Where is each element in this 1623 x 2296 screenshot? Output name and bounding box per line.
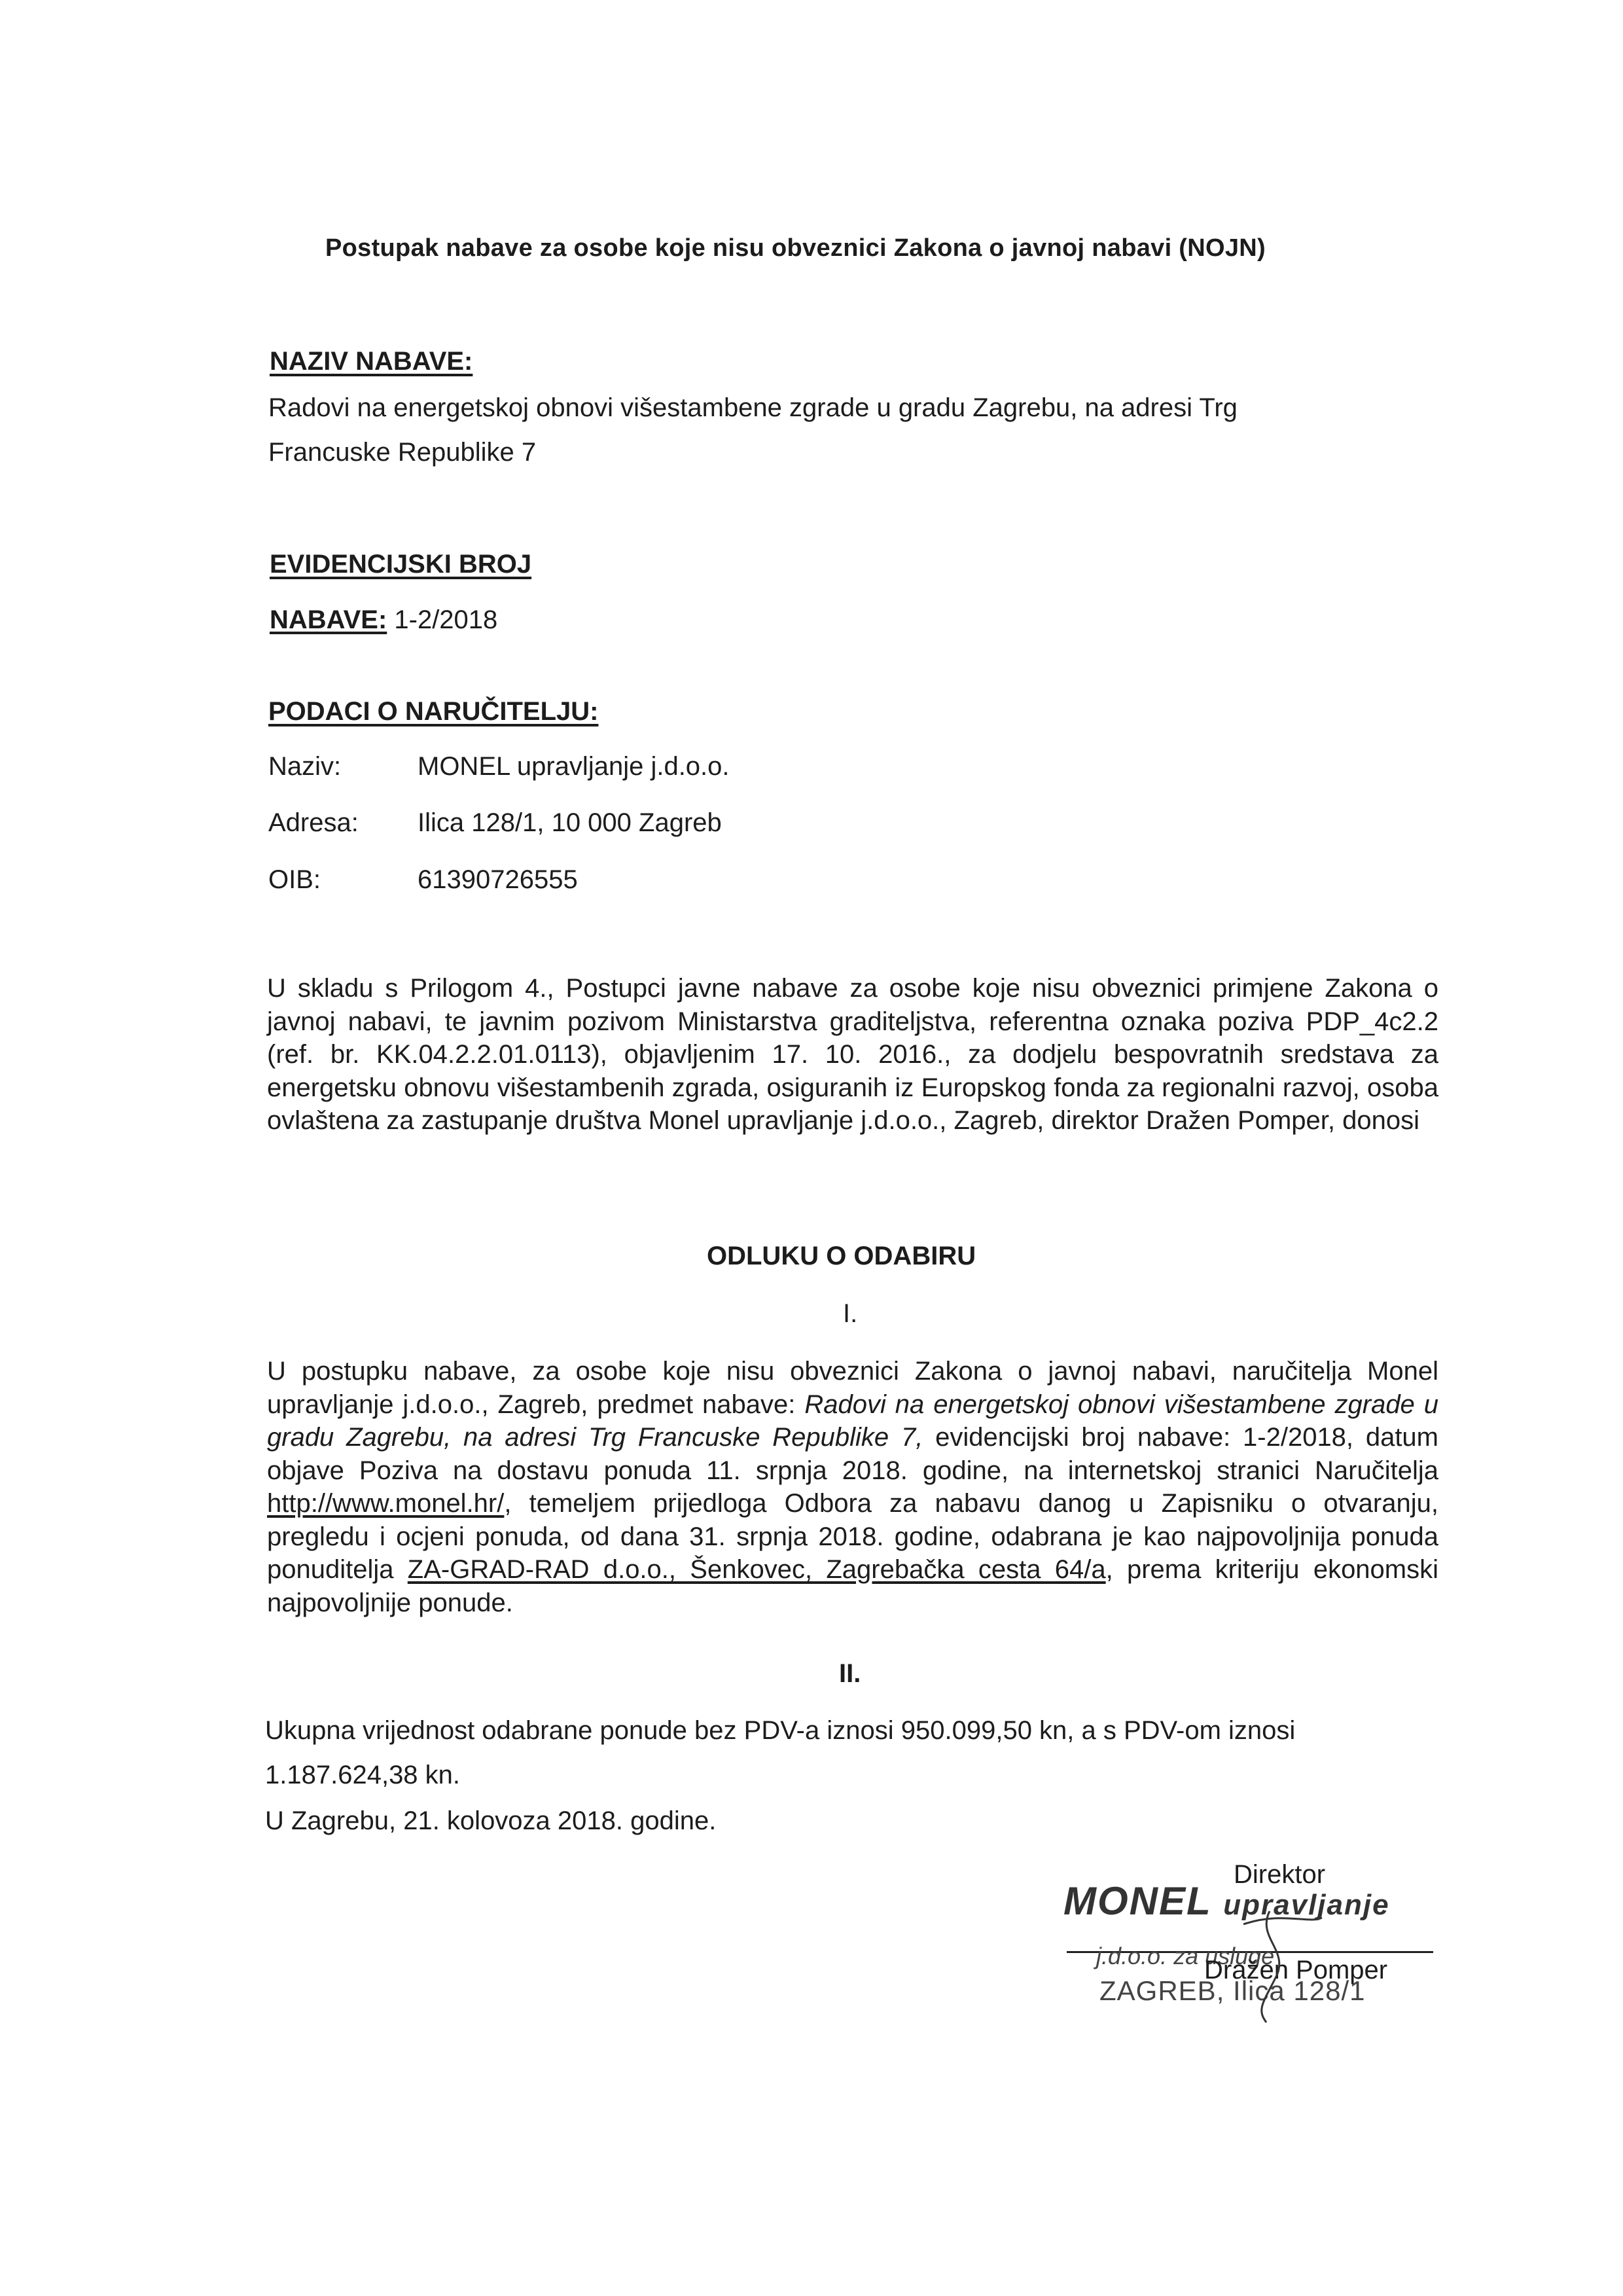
authority-oib-value: 61390726555 [418, 865, 578, 894]
authority-website-link[interactable]: http://www.monel.hr/ [267, 1489, 505, 1518]
stamp-line-3: ZAGREB, Ilica 128/1 [1099, 1975, 1366, 2006]
signatory-role: Direktor [1234, 1860, 1326, 1889]
offer-value-line1: Ukupna vrijednost odabrane ponude bez PDV-a iznosi 950.099,50 kn, a s PDV-om iznosi [265, 1716, 1296, 1745]
registry-number-row [270, 605, 497, 635]
company-stamp [1063, 1878, 1390, 1924]
section-1-text-d: , prema kriteriju ekonomski najpovoljnije ponude. [267, 1555, 1439, 1617]
authority-oib-label: OIB: [268, 865, 321, 894]
signatory-name: Dražen Pomper [1204, 1956, 1388, 1984]
procurement-subject: Radovi na energetskoj obnovi višestambene zgrade u gradu Zagrebu, na adresi Trg Francuske Republike 7, [267, 1390, 1438, 1452]
contracting-authority-heading: PODACI O NARUČITELJU: [268, 697, 599, 726]
section-1-text-b: evidencijski broj nabave: 1-2/2018, datum objave Poziva na dostavu ponuda 11. srpnja 2018. godine, na internetskoj stranici Naručitelja [267, 1423, 1438, 1485]
authority-name-label: Naziv: [268, 752, 342, 781]
handwritten-signature [1230, 1898, 1335, 2029]
authority-name-value: MONEL upravljanje j.d.o.o. [418, 752, 730, 781]
section-1-text-c: , temeljem prijedloga Odbora za nabavu danog u Zapisniku o otvaranju, pregledu i ocjeni ponuda, od dana 31. srpnja 2018. godine, odabrana je kao najpovoljnija ponuda ponuditelja [267, 1489, 1438, 1584]
stamp-word: upravljanje [1223, 1889, 1390, 1921]
registry-number-label: NABAVE: [270, 605, 387, 634]
procurement-name-line2: Francuske Republike 7 [268, 438, 537, 467]
authority-address-label: Adresa: [268, 808, 359, 837]
procurement-name-heading: NAZIV NABAVE: [270, 347, 473, 376]
section-1-numeral: I. [843, 1299, 858, 1328]
registry-number-heading: EVIDENCIJSKI BROJ [270, 550, 532, 579]
authority-address-value: Ilica 128/1, 10 000 Zagreb [418, 808, 722, 837]
stamp-line-2: j.d.o.o. za usluge [1096, 1943, 1275, 1969]
section-1-paragraph [267, 1355, 1438, 1619]
document-title: Postupak nabave za osobe koje nisu obveznici Zakona o javnoj nabavi (NOJN) [325, 234, 1266, 262]
place-and-date: U Zagrebu, 21. kolovoza 2018. godine. [265, 1806, 717, 1835]
registry-number-value: 1-2/2018 [387, 605, 498, 634]
section-2-numeral: II. [839, 1659, 861, 1688]
offer-value-line2: 1.187.624,38 kn. [265, 1761, 461, 1789]
intro-paragraph: U skladu s Prilogom 4., Postupci javne nabave za osobe koje nisu obveznici primjene Zakona o javnoj nabavi, te javnim pozivom Ministarstva graditeljstva, referentna oznaka poziva PDP_4c2.2 (ref. br. KK.04.2.2.01.0113), objavljenim 17. 10. 2016., za dodjelu bespovratnih sredstava za energetsku obnovu višestambenih zgrada, osiguranih iz Europskog fonda za regionalni razvoj, osoba ovlaštena za zastupanje društva Monel upravljanje j.d.o.o., Zagreb, direktor Dražen Pomper, donosi [267, 974, 1438, 1135]
section-1-text-a: U postupku nabave, za osobe koje nisu obveznici Zakona o javnoj nabavi, naručitelja Monel upravljanje j.d.o.o., Zagreb, predmet nabave: [267, 1357, 1438, 1419]
selected-bidder: ZA-GRAD-RAD d.o.o., Šenkovec, Zagrebačka cesta 64/a [407, 1555, 1106, 1584]
procurement-name-line1: Radovi na energetskoj obnovi višestambene zgrade u gradu Zagrebu, na adresi Trg [268, 393, 1238, 422]
decision-title: ODLUKU O ODABIRU [707, 1242, 976, 1270]
stamp-brand: MONEL [1063, 1879, 1211, 1923]
